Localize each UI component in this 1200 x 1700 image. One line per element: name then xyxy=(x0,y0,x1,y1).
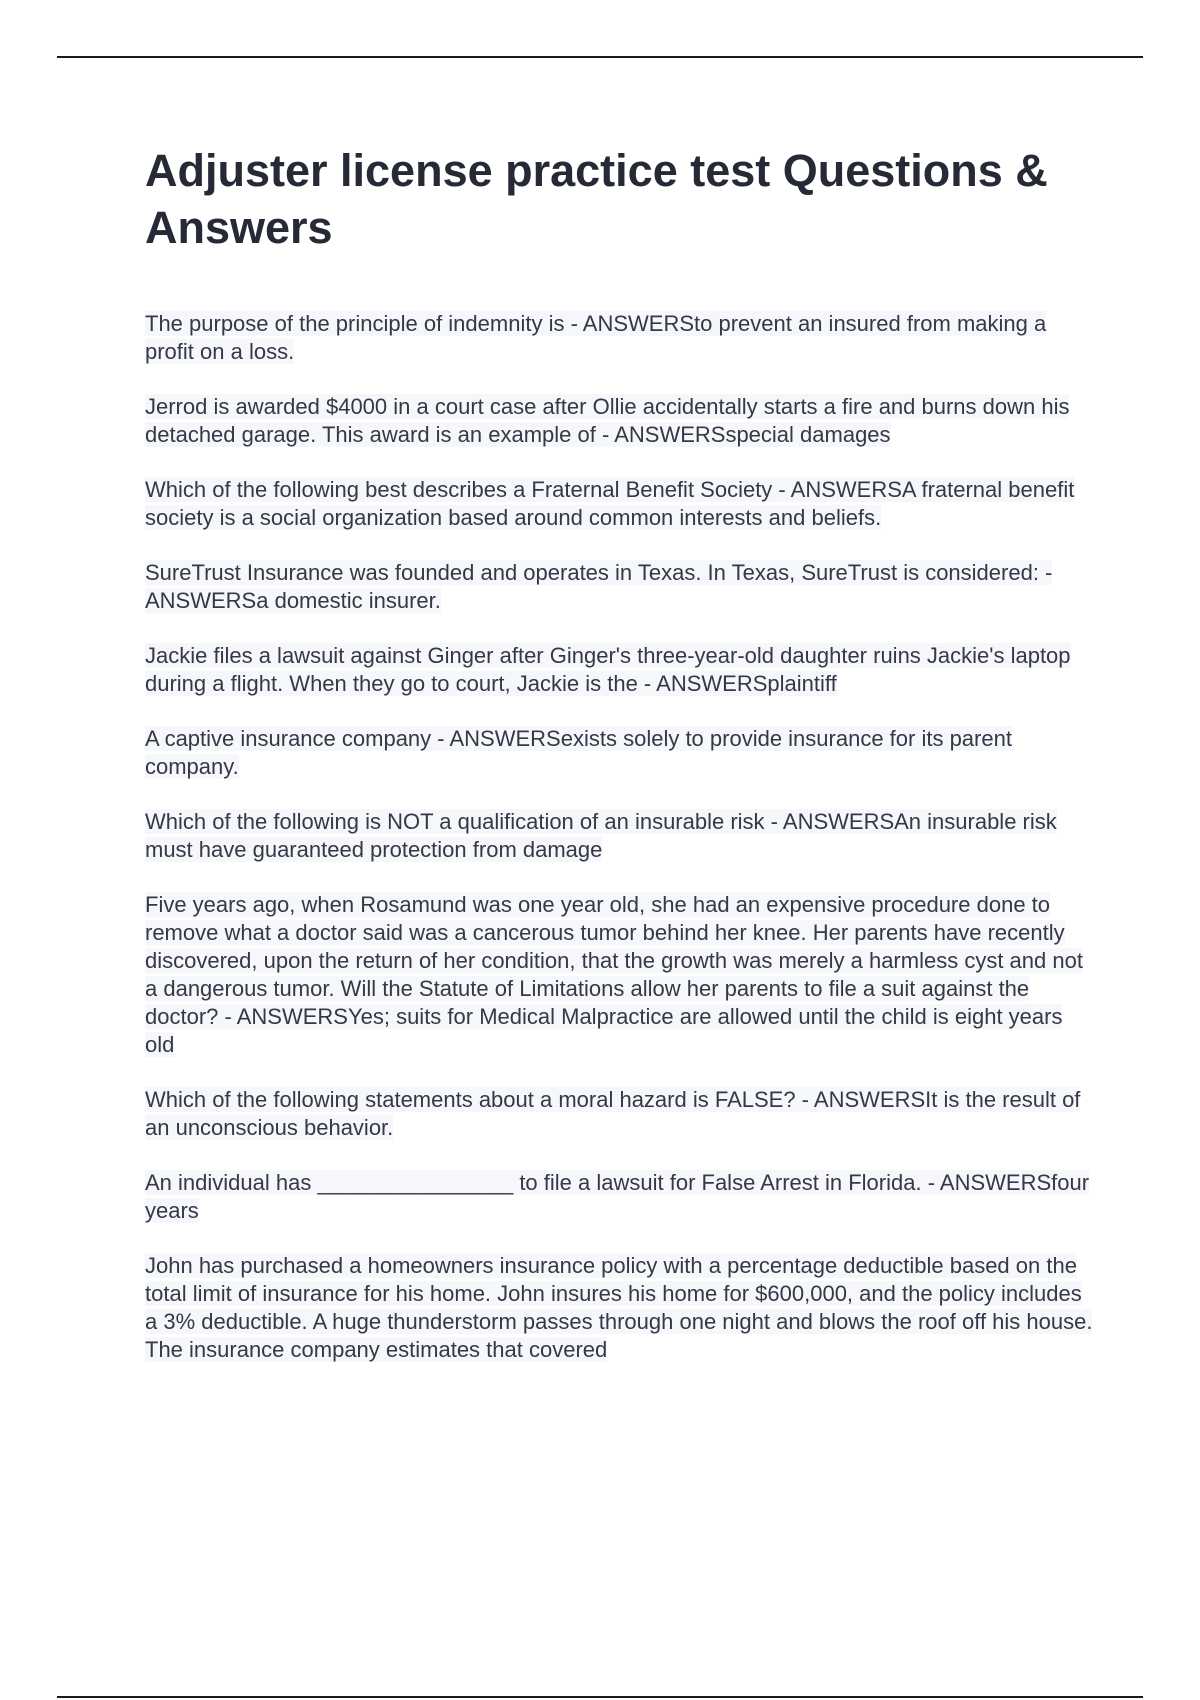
qa-item-text: Jerrod is awarded $4000 in a court case after Ollie accidentally starts a fire and burns down his detached garage. This award is an example of - ANSWERSspecial damages xyxy=(145,394,1070,447)
qa-item xyxy=(145,310,1095,366)
qa-item-text: The purpose of the principle of indemnity is - ANSWERSto prevent an insured from making a profit on a loss. xyxy=(145,311,1047,364)
qa-item xyxy=(145,1169,1095,1225)
qa-item-text: Which of the following statements about a moral hazard is FALSE? - ANSWERSIt is the result of an unconscious behavior. xyxy=(145,1087,1081,1140)
qa-item xyxy=(145,559,1095,615)
qa-list xyxy=(145,310,1095,1364)
qa-item-text: Which of the following is NOT a qualification of an insurable risk - ANSWERSAn insurable risk must have guaranteed protection from damage xyxy=(145,809,1057,862)
qa-item-text: SureTrust Insurance was founded and operates in Texas. In Texas, SureTrust is considered: - ANSWERSa domestic insurer. xyxy=(145,560,1053,613)
page-top-rule xyxy=(57,56,1143,58)
qa-item xyxy=(145,1086,1095,1142)
qa-item xyxy=(145,808,1095,864)
qa-item-text: Five years ago, when Rosamund was one year old, she had an expensive procedure done to remove what a doctor said was a cancerous tumor behind her knee. Her parents have recently discovered, upon the return of her condition, that the growth was merely a harmless cyst and not a dangerous tumor. Will the Statute of Limitations allow her parents to file a suit against the doctor? - ANSWERSYes; suits for Medical Malpractice are allowed until the child is eight years old xyxy=(145,892,1083,1057)
page-bottom-rule xyxy=(57,1696,1143,1698)
qa-item-text: An individual has ________________ to file a lawsuit for False Arrest in Florida. - ANSWERSfour years xyxy=(145,1170,1090,1223)
qa-item-text: A captive insurance company - ANSWERSexists solely to provide insurance for its parent company. xyxy=(145,726,1012,779)
qa-item xyxy=(145,393,1095,449)
qa-item-text: Jackie files a lawsuit against Ginger after Ginger's three-year-old daughter ruins Jackie's laptop during a flight. When they go to court, Jackie is the - ANSWERSplaintiff xyxy=(145,643,1071,696)
qa-item xyxy=(145,1252,1095,1364)
qa-item-text: Which of the following best describes a Fraternal Benefit Society - ANSWERSA fraternal benefit society is a social organization based around common interests and beliefs. xyxy=(145,477,1075,530)
qa-item-text: John has purchased a homeowners insurance policy with a percentage deductible based on the total limit of insurance for his home. John insures his home for $600,000, and the policy includes a 3% deductible. A huge thunderstorm passes through one night and blows the roof off his house. The insurance company estimates that covered xyxy=(145,1253,1093,1362)
document-title: Adjuster license practice test Questions & Answers xyxy=(145,145,1048,253)
qa-item xyxy=(145,891,1095,1059)
document-body xyxy=(145,142,1095,1391)
qa-item xyxy=(145,642,1095,698)
qa-item xyxy=(145,725,1095,781)
qa-item xyxy=(145,476,1095,532)
